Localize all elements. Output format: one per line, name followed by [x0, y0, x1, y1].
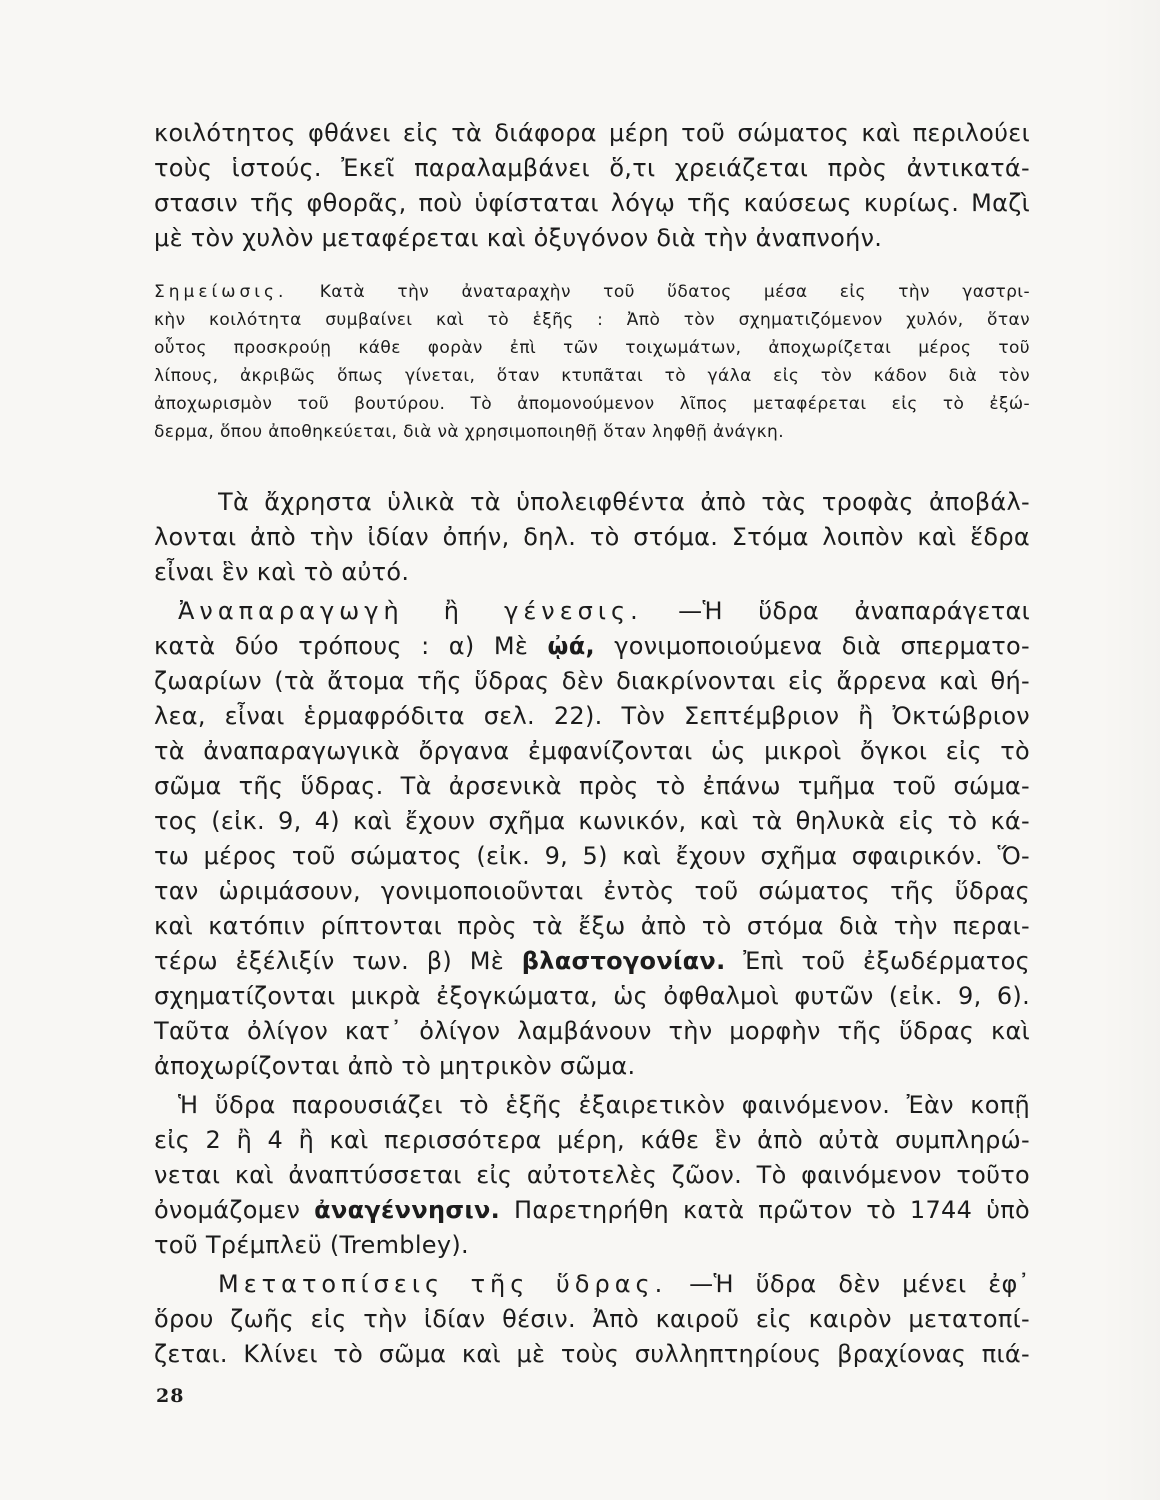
text-line — [154, 943, 1030, 979]
text-line: τω μέρος τοῦ σώματος (εἰκ. 9, 5) καὶ ἔχουν σχῆμα σφαιρικόν. Ὅ- — [154, 842, 1030, 870]
text-line: καὶ κατόπιν ρίπτονται πρὸς τὰ ἔξω ἀπὸ τὸ στόμα διὰ τὴν περαι- — [154, 912, 1030, 940]
text-line: σχηματίζονται μικρὰ ἐξογκώματα, ὡς ὀφθαλμοὶ φυτῶν (εἰκ. 9, 6). — [154, 982, 1030, 1010]
text-line: τοῦ Τρέμπλεϋ (Trembley). — [154, 1231, 469, 1259]
text-span: —Ἡ ὕδρα ἀναπαράγεται — [678, 597, 1030, 625]
section-heading: Μετατοπίσεις τῆς ὕδρας. — [218, 1270, 668, 1298]
text-line: νεται καὶ ἀναπτύσσεται εἰς αὐτοτελὲς ζῶον. Τὸ φαινόμενον τοῦτο — [154, 1161, 1030, 1189]
text-line — [178, 593, 1030, 629]
text-line: μὲ τὸν χυλὸν μεταφέρεται καὶ ὀξυγόνον διὰ τὴν ἀναπνοήν. — [154, 224, 883, 252]
scan-edge-shadow — [1100, 0, 1160, 1500]
text-line: ἀποχωρισμὸν τοῦ βουτύρου. Τὸ ἀπομονούμενον λῖπος μεταφέρεται εἰς τὸ ἐξώ- — [154, 394, 1030, 414]
text-span: Παρετηρήθη κατὰ πρῶτον τὸ 1744 ὑπὸ — [513, 1196, 1030, 1224]
text-span: κατὰ δύο τρόπους : α) Μὲ — [154, 632, 529, 660]
page-number: 28 — [156, 1385, 185, 1407]
note-heading: Σημείωσις. — [154, 282, 288, 302]
text-line: Ταῦτα ὀλίγον κατ᾽ ὀλίγον λαμβάνουν τὴν μορφὴν τῆς ὕδρας καὶ — [154, 1017, 1030, 1045]
bold-term: βλαστογονίαν. — [521, 947, 726, 975]
section-heading: Ἀναπαραγωγὴ ἢ γένεσις. — [178, 597, 643, 625]
text-line: σῶμα τῆς ὕδρας. Τὰ ἀρσενικὰ πρὸς τὸ ἐπάνω τμῆμα τοῦ σώμα- — [154, 772, 1030, 800]
text-span: τέρω ἐξέλιξίν των. β) Μὲ — [154, 947, 505, 975]
text-line: εἶναι ἓν καὶ τὸ αὐτό. — [154, 558, 410, 586]
text-line: δερμα, ὅπου ἀποθηκεύεται, διὰ νὰ χρησιμοποιηθῇ ὅταν ληφθῇ ἀνάγκη. — [154, 422, 785, 442]
text-line — [218, 1266, 1030, 1302]
text-line: εἰς 2 ἢ 4 ἢ καὶ περισσότερα μέρη, κάθε ἓν ἀπὸ αὐτὰ συμπληρώ- — [154, 1126, 1030, 1154]
text-line: λονται ἀπὸ τὴν ἰδίαν ὀπήν, δηλ. τὸ στόμα. Στόμα λοιπὸν καὶ ἕδρα — [154, 523, 1030, 551]
text-line: κοιλότητος φθάνει εἰς τὰ διάφορα μέρη τοῦ σώματος καὶ περιλούει — [154, 119, 1030, 147]
text-line — [154, 628, 1030, 664]
bold-term: ᾠά, — [547, 632, 595, 660]
text-line: λίπους, ἀκριβῶς ὅπως γίνεται, ὅταν κτυπᾶται τὸ γάλα εἰς τὸν κάδον διὰ τὸν — [154, 366, 1030, 386]
text-span: ὀνομάζομεν — [154, 1196, 301, 1224]
text-line: ἀποχωρίζονται ἀπὸ τὸ μητρικὸν σῶμα. — [154, 1052, 636, 1080]
text-line: ὅρου ζωῆς εἰς τὴν ἰδίαν θέσιν. Ἀπὸ καιροῦ εἰς καιρὸν μετατοπί- — [154, 1305, 1030, 1333]
text-line: τοὺς ἱστούς. Ἐκεῖ παραλαμβάνει ὅ,τι χρειάζεται πρὸς ἀντικατά- — [154, 154, 1030, 182]
text-line: τὰ ἀναπαραγωγικὰ ὄργανα ἐμφανίζονται ὡς μικροὶ ὄγκοι εἰς τὸ — [154, 737, 1030, 765]
text-line: τος (εἰκ. 9, 4) καὶ ἔχουν σχῆμα κωνικόν, καὶ τὰ θηλυκὰ εἰς τὸ κά- — [154, 807, 1030, 835]
text-line: ζωαρίων (τὰ ἄτομα τῆς ὕδρας δὲν διακρίνονται εἰς ἄρρενα καὶ θή- — [154, 667, 1030, 695]
text-line: ταν ὡριμάσουν, γονιμοποιοῦνται ἐντὸς τοῦ σώματος τῆς ὕδρας — [154, 877, 1030, 905]
text-line — [154, 278, 1030, 306]
text-span: —Ἡ ὕδρα δὲν μένει ἐφ᾽ — [689, 1270, 1030, 1298]
text-line: λεα, εἶναι ἑρμαφρόδιτα σελ. 22). Τὸν Σεπτέμβριον ἢ Ὀκτώβριον — [154, 702, 1030, 730]
text-span: γονιμοποιούμενα διὰ σπερματο- — [614, 632, 1030, 660]
bold-term: ἀναγέννησιν. — [314, 1196, 501, 1224]
text-line: στασιν τῆς φθορᾶς, ποὺ ὑφίσταται λόγῳ τῆς καύσεως κυρίως. Μαζὶ — [154, 189, 1030, 217]
text-line: κὴν κοιλότητα συμβαίνει καὶ τὸ ἑξῆς : Ἀπὸ τὸν σχηματιζόμενον χυλόν, ὅταν — [154, 310, 1030, 330]
text-line: οὗτος προσκρούῃ κάθε φορὰν ἐπὶ τῶν τοιχωμάτων, ἀποχωρίζεται μέρος τοῦ — [154, 338, 1030, 358]
text-line — [154, 1192, 1030, 1228]
text-line: Ἡ ὕδρα παρουσιάζει τὸ ἑξῆς ἐξαιρετικὸν φαινόμενον. Ἐὰν κοπῇ — [178, 1091, 1030, 1119]
text-span: Κατὰ τὴν ἀναταραχὴν τοῦ ὕδατος μέσα εἰς τὴν γαστρι- — [319, 282, 1030, 302]
text-line: Τὰ ἄχρηστα ὑλικὰ τὰ ὑπολειφθέντα ἀπὸ τὰς τροφὰς ἀποβάλ- — [218, 488, 1030, 516]
text-span: Ἐπὶ τοῦ ἐξωδέρματος — [743, 947, 1030, 975]
text-line: ζεται. Κλίνει τὸ σῶμα καὶ μὲ τοὺς συλληπτηρίους βραχίονας πιά- — [154, 1340, 1030, 1368]
